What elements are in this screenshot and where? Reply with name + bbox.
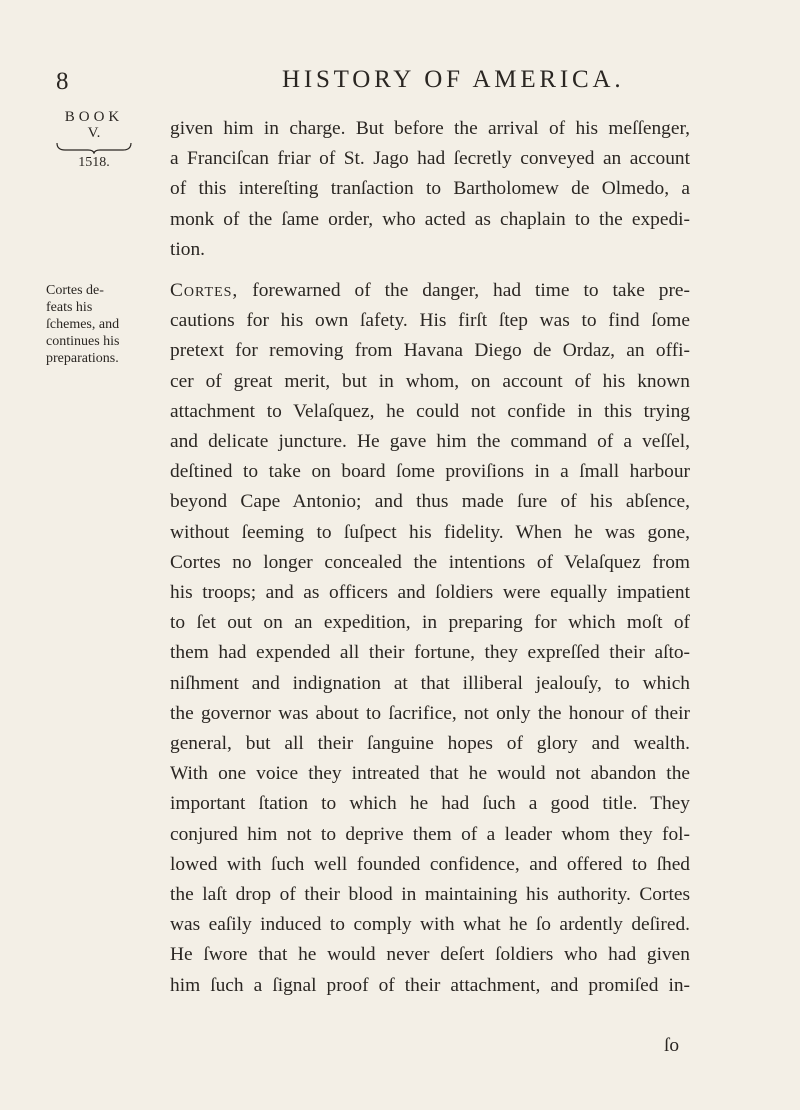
text-line: cautions for his own ſafety. His firſt ſtep was to find ſome [170,310,690,332]
text-line: He ſwore that he would never deſert ſoldiers who had given [170,944,690,966]
side-note-line: feats his [46,300,93,315]
text-line: conjured him not to deprive them of a leader whom they fol- [170,823,690,845]
brace-ornament-icon [55,142,133,154]
text-line: and delicate juncture. He gave him the command of a veſſel, [170,431,690,453]
catchword: ſo [664,1035,680,1056]
text-line-rest: forewarned of the danger, had time to take pre- [252,280,690,302]
text-line: was eaſily induced to comply with what he ſo ardently deſired. [170,914,690,936]
text-line: monk of the ſame order, who acted as chaplain to the expedi- [170,208,690,230]
side-note-line: ſchemes, and [46,317,120,332]
text-line: lowed with ſuch well founded confidence, and offered to ſhed [170,853,690,875]
text-line: the laſt drop of their blood in maintaining his authority. Cortes [170,884,690,906]
text-line: without ſeeming to ſuſpect his fidelity. When he was gone, [170,521,690,543]
side-note-line: preparations. [46,351,119,366]
book-label: BOOK [64,109,124,125]
running-title: HISTORY OF AMERICA. [282,66,625,93]
text-line: cer of great merit, but in whom, on account of his known [170,370,690,392]
text-line: tion. [170,238,206,260]
text-line: him ſuch a ſignal proof of their attachment, and promiſed in- [170,974,690,996]
text-line: attachment to Velaſquez, he could not confide in this trying [170,400,690,422]
lead-word: Cortes, [170,280,239,302]
text-line: the governor was about to ſacrifice, not only the honour of their [170,702,690,724]
text-line: With one voice they intreated that he would not abandon the [170,763,690,785]
text-line: a Franciſcan friar of St. Jago had ſecretly conveyed an account [170,148,690,170]
text-line: important ſtation to which he had ſuch a good title. They [170,793,690,815]
side-note [46,282,156,367]
side-note-line: continues his [46,334,120,349]
text-line: niſhment and indignation at that illiberal jealouſy, to which [170,672,690,694]
text-line: to ſet out on an expedition, in preparing for which moſt of [170,612,690,634]
text-line: them had expended all their fortune, they expreſſed their aſto- [170,642,690,664]
text-line: beyond Cape Antonio; and thus made ſure of his abſence, [170,491,690,513]
text-line: deſtined to take on board ſome proviſions in a ſmall harbour [170,461,690,483]
text-line: of this intereſting tranſaction to Bartholomew de Olmedo, a [170,178,690,200]
text-line: Cortes no longer concealed the intentions of Velaſquez from [170,551,690,573]
paragraph-1 [170,114,690,265]
book-volume: V. [87,124,101,141]
text-line: given him in charge. But before the arrival of his meſſenger, [170,118,690,139]
paragraph-2 [170,276,690,1001]
margin-book-marker [52,110,136,170]
side-note-line: Cortes de- [46,283,104,298]
body-text [170,114,690,1001]
text-line: pretext for removing from Havana Diego de Ordaz, an offi- [170,340,690,362]
text-line: his troops; and as officers and ſoldiers were equally impatient [170,582,690,604]
margin-year: 1518. [78,154,110,170]
page-number: 8 [56,68,69,95]
text-line: general, but all their ſanguine hopes of glory and wealth. [170,733,690,755]
text-line [170,276,690,306]
